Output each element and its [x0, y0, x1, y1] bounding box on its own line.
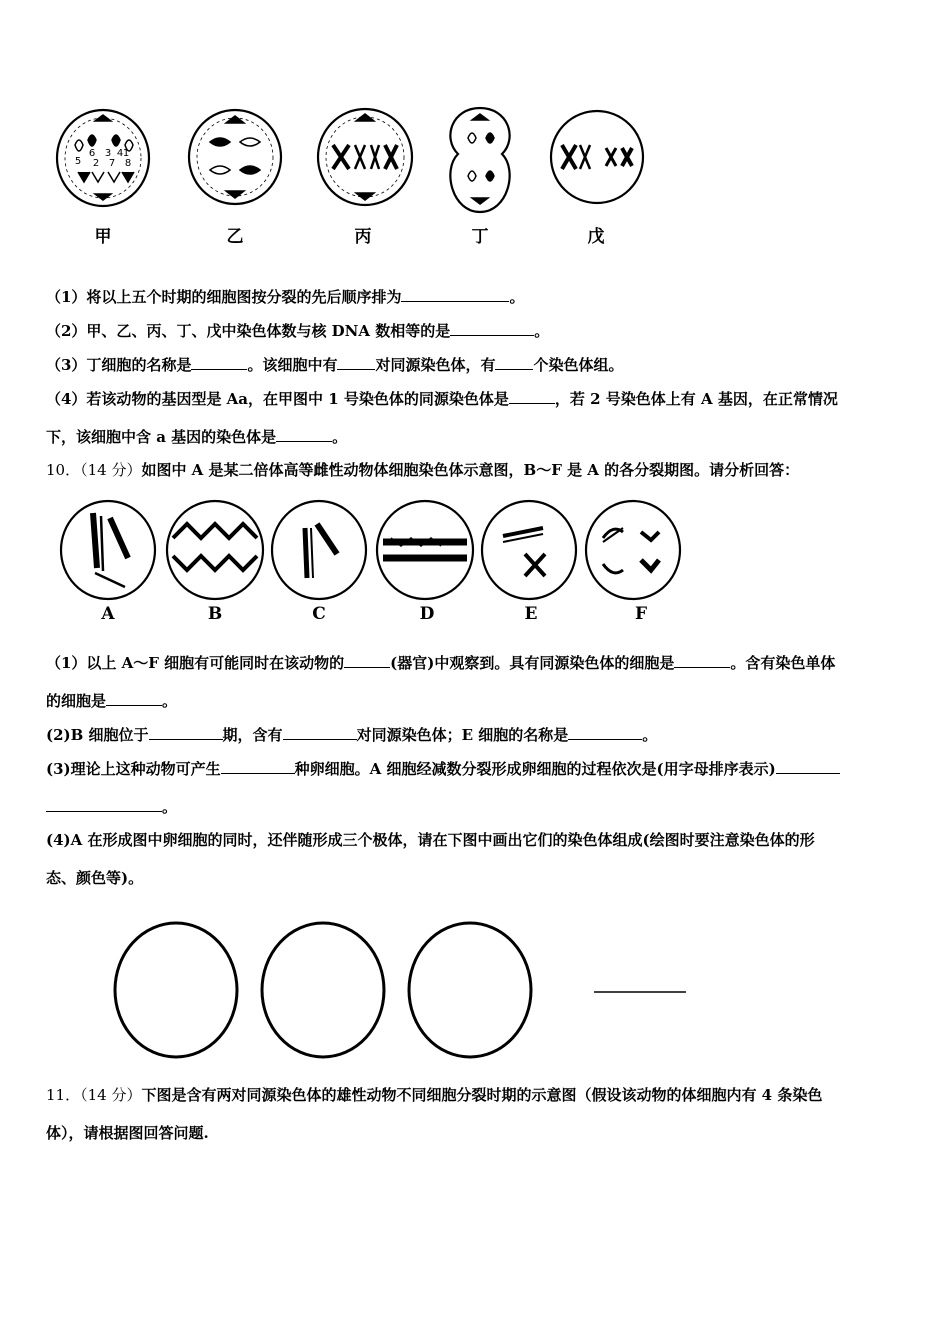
- chromosome-number: 2: [92, 158, 100, 169]
- cell-F: [586, 501, 680, 599]
- answer-blank[interactable]: [568, 724, 642, 740]
- q10-stem: 10．（14 分）如图中 A 是某二倍体高等雌性动物体细胞染色体示意图，B～F 是 A 的各分裂期图。请分析回答：: [46, 461, 800, 479]
- chromosome-number: 5: [74, 156, 82, 167]
- cell-A: [61, 501, 155, 599]
- answer-blank[interactable]: [674, 652, 730, 668]
- q10-part1: （1）以上 A～F 细胞有可能同时在该动物的 (器官)中观察到。具有同源染色体的细胞是 。含有染色单体: [46, 654, 836, 672]
- chromosome-number: 3: [104, 148, 112, 159]
- chromosome-number: 6: [88, 148, 96, 159]
- answer-blank[interactable]: [401, 286, 509, 302]
- q9-part1: （1）将以上五个时期的细胞图按分裂的先后顺序排为 。: [46, 288, 525, 306]
- figure-label-bing: 丙: [354, 227, 372, 247]
- figure-cell-division-2: [55, 498, 685, 604]
- figure-label-B: B: [207, 604, 223, 624]
- q10-part3-cont: 。: [46, 796, 916, 817]
- answer-blank[interactable]: [776, 758, 840, 774]
- cell-ding: [450, 108, 509, 212]
- figure-label-D: D: [419, 604, 435, 624]
- chromosome-number: 8: [124, 158, 132, 169]
- empty-circle-3: [409, 923, 531, 1057]
- q10-part4-cont: 态、颜色等)。: [46, 869, 144, 887]
- figure-label-F: F: [634, 604, 648, 624]
- cell-E: [482, 501, 576, 599]
- q9-part2: （2）甲、乙、丙、丁、戊中染色体数与核 DNA 数相等的是 。: [46, 322, 550, 340]
- answer-blank[interactable]: [149, 724, 223, 740]
- empty-circle-1: [115, 923, 237, 1057]
- q9-part4-cont: 下，该细胞中含 a 基因的染色体是 。: [46, 428, 348, 446]
- answer-blank[interactable]: [509, 388, 555, 404]
- answer-blank[interactable]: [46, 796, 162, 812]
- q10-part3: (3)理论上这种动物可产生 种卵细胞。A 细胞经减数分裂形成卵细胞的过程依次是(用字母排序表示): [46, 758, 916, 779]
- cell-C: [272, 501, 366, 599]
- q9-part3: （3）丁细胞的名称是 。该细胞中有 对同源染色体，有 个染色体组。: [46, 356, 624, 374]
- figure-label-jia: 甲: [94, 227, 112, 247]
- answer-blank[interactable]: [337, 354, 375, 370]
- figure-label-wu: 戊: [587, 227, 605, 247]
- answer-blank[interactable]: [283, 724, 357, 740]
- answer-blank[interactable]: [495, 354, 533, 370]
- q11-stem-cont: 体），请根据图回答问题.: [46, 1124, 209, 1142]
- answer-blank[interactable]: [191, 354, 247, 370]
- cell-B: [167, 501, 263, 599]
- figure-cell-division-1: [50, 100, 660, 215]
- answer-blank[interactable]: [276, 426, 332, 442]
- q10-part1-cont: 的细胞是 。: [46, 692, 178, 710]
- figure-label-ding: 丁: [471, 227, 489, 247]
- empty-circle-2: [262, 923, 384, 1057]
- figure-label-E: E: [524, 604, 538, 624]
- cell-jia: [57, 110, 149, 206]
- polar-body-drawing-area[interactable]: [108, 914, 698, 1064]
- answer-blank[interactable]: [221, 758, 295, 774]
- cell-bing: [318, 109, 412, 205]
- chromosome-number: 1: [122, 148, 130, 159]
- chromosome-number: 7: [108, 158, 116, 169]
- answer-blank[interactable]: [344, 652, 390, 668]
- figure-label-A: A: [101, 604, 115, 624]
- q10-part4: (4)A 在形成图中卵细胞的同时，还伴随形成三个极体，请在下图中画出它们的染色体组成(绘图时要注意染色体的形: [46, 831, 815, 849]
- cell-yi: [189, 110, 281, 204]
- q11-stem: 11．（14 分）下图是含有两对同源染色体的雄性动物不同细胞分裂时期的示意图（假设该动物的体细胞内有 4 条染色: [46, 1086, 823, 1104]
- answer-blank[interactable]: [106, 690, 162, 706]
- answer-blank[interactable]: [450, 320, 534, 336]
- q9-part4: （4）若该动物的基因型是 Aa，在甲图中 1 号染色体的同源染色体是 ，若 2 号染色体上有 A 基因，在正常情况: [46, 390, 838, 408]
- cell-D: [377, 501, 473, 599]
- q10-part2: (2)B 细胞位于 期，含有 对同源染色体；E 细胞的名称是 。: [46, 726, 658, 744]
- chromosome-number: 4: [116, 148, 124, 159]
- figure-label-C: C: [312, 604, 326, 624]
- figure-label-yi: 乙: [226, 227, 244, 247]
